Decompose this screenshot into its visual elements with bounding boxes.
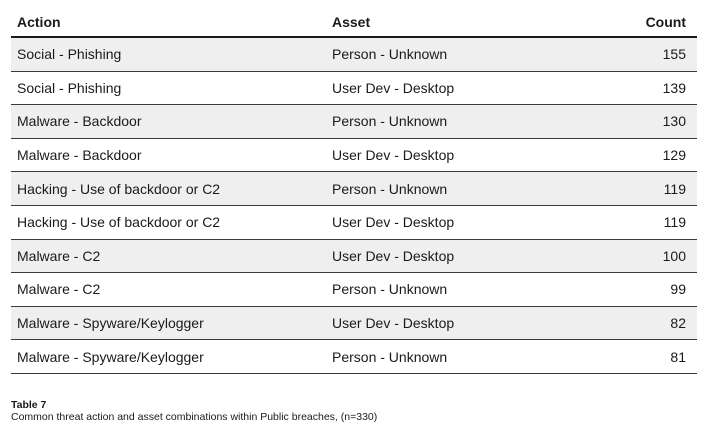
cell-asset: Person - Unknown [326,37,562,71]
table-caption [11,399,377,423]
table-row [11,138,697,172]
table-row [11,306,697,340]
table-row [11,37,697,71]
table-body [11,37,697,373]
cell-action: Malware - Spyware/Keylogger [11,340,326,374]
cell-asset: Person - Unknown [326,172,562,206]
table-row [11,105,697,139]
header-row [11,8,697,37]
cell-action: Hacking - Use of backdoor or C2 [11,172,326,206]
caption-text: Common threat action and asset combinations within Public breaches, (n=330) [11,411,378,423]
threat-action-table [11,8,697,374]
cell-count: 119 [562,205,697,239]
cell-count: 99 [562,273,697,307]
cell-count: 139 [562,71,697,105]
cell-count: 82 [562,306,697,340]
cell-asset: Person - Unknown [326,340,562,374]
cell-asset: User Dev - Desktop [326,138,562,172]
cell-count: 119 [562,172,697,206]
table-row [11,340,697,374]
cell-asset: User Dev - Desktop [326,239,562,273]
cell-asset: User Dev - Desktop [326,205,562,239]
table-row [11,239,697,273]
cell-count: 100 [562,239,697,273]
cell-count: 155 [562,37,697,71]
cell-count: 129 [562,138,697,172]
header-count: Count [562,8,697,37]
caption-title: Table 7 [11,399,47,411]
table-row [11,172,697,206]
table-row [11,205,697,239]
cell-action: Malware - C2 [11,273,326,307]
cell-action: Social - Phishing [11,71,326,105]
cell-action: Malware - C2 [11,239,326,273]
cell-asset: User Dev - Desktop [326,306,562,340]
cell-action: Hacking - Use of backdoor or C2 [11,205,326,239]
table-row [11,273,697,307]
cell-count: 81 [562,340,697,374]
header-asset: Asset [326,8,562,37]
cell-count: 130 [562,105,697,139]
cell-action: Malware - Spyware/Keylogger [11,306,326,340]
header-action: Action [11,8,326,37]
cell-asset: Person - Unknown [326,273,562,307]
cell-action: Malware - Backdoor [11,138,326,172]
table-header [11,8,697,37]
cell-action: Social - Phishing [11,37,326,71]
table-row [11,71,697,105]
cell-asset: User Dev - Desktop [326,71,562,105]
cell-asset: Person - Unknown [326,105,562,139]
cell-action: Malware - Backdoor [11,105,326,139]
